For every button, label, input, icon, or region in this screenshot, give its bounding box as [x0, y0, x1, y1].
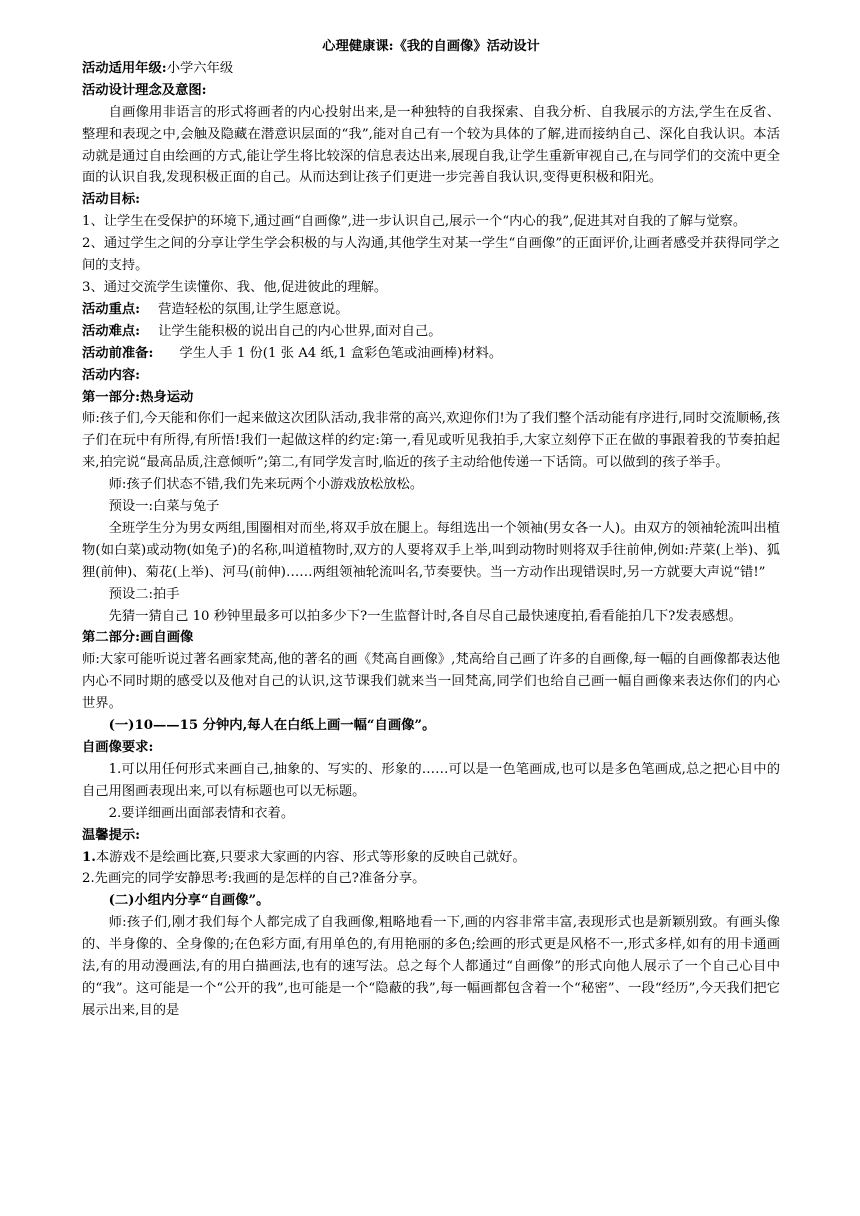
difficulty-value: 让学生能积极的说出自己的内心世界,面对自己。	[158, 323, 442, 339]
step2-title: (二)小组内分享“自画像”。	[108, 893, 270, 909]
difficulty-label: 活动难点:	[82, 323, 141, 339]
tips-heading: 温馨提示:	[82, 827, 141, 843]
goal-item: 3、通过交流学生读懂你、我、他,促进彼此的理解。	[82, 279, 388, 295]
key-point-label: 活动重点:	[82, 301, 141, 317]
prep-value: 学生人手 1 份(1 张 A4 纸,1 盒彩色笔或油画棒)材料。	[179, 345, 503, 361]
tip-item: 2.先画完的同学安静思考:我画的是怎样的自己?准备分享。	[82, 871, 426, 887]
document-title: 心理健康课:《我的自画像》活动设计	[322, 39, 540, 54]
tip-item	[82, 847, 780, 869]
prep-label: 活动前准备:	[82, 345, 154, 361]
part1-heading: 第一部分:热身运动	[82, 389, 194, 405]
tip-number: 1.	[82, 849, 96, 865]
game2-text: 先猜一猜自己 10 秒钟里最多可以拍多少下?一生监督计时,各自尽自己最快速度拍,看看能拍几下?发表感想。	[108, 608, 742, 624]
requirements-heading: 自画像要求:	[82, 740, 154, 755]
step1-title: (一)10——15 分钟内,每人在白纸上画一幅“自画像”。	[108, 718, 436, 734]
requirement-item: 2.要详细画出面部表情和衣着。	[108, 805, 295, 821]
content-heading: 活动内容:	[82, 367, 141, 383]
goals-heading: 活动目标:	[82, 192, 141, 208]
goal-item: 1、让学生在受保护的环境下,通过画“自画像”,进一步认识自己,展示一个“内心的我”,促进其对自我的了解与觉察。	[82, 214, 747, 230]
grade-value: 小学六年级	[166, 60, 234, 76]
grade-line	[82, 58, 780, 80]
difficulty-line	[82, 321, 780, 343]
game2-title: 预设二:拍手	[108, 586, 180, 602]
tip-text: 本游戏不是绘画比赛,只要求大家画的内容、形式等形象的反映自己就好。	[95, 849, 526, 865]
step2-text: 师:孩子们,刚才我们每个人都完成了自我画像,粗略地看一下,画的内容非常丰富,表现形式也是新颖别致。有画头像的、半身像的、全身像的;在色彩方面,有用单色的,有用艳丽的多色;绘画的形式更是风格不一,形式多样,如有的用卡通画法,有的用动漫画法,有的用白描画法,也有的速写法。总之每个人都通过“自画像”的形式向他人展示了一个自己心目中的“我”。这可能是一个“公开的我”,也可能是一个“隐蔽的我”,每一幅画都包含着一个“秘密”、一段“经历”,今天我们把它展示出来,目的是	[82, 915, 780, 1018]
concept-paragraph: 自画像用非语言的形式将画者的内心投射出来,是一种独特的自我探索、自我分析、自我展示的方法,学生在反省、整理和表现之中,会触及隐藏在潜意识层面的“我”,能对自己有一个较为具体的了解,进而接纳自己、深化自我认识。本活动就是通过自由绘画的方式,能让学生将比较深的信息表达出来,展现自我,让学生重新审视自己,在与同学们的交流中更全面的认识自我,发现积极正面的自己。从而达到让孩子们更进一步完善自我认识,变得更积极和阳光。	[82, 104, 780, 186]
part1-teacher-line: 师:孩子们状态不错,我们先来玩两个小游戏放松放松。	[108, 477, 424, 493]
game1-text: 全班学生分为男女两组,围圈相对而坐,将双手放在腿上。每组选出一个领袖(男女各一人)。由双方的领袖轮流叫出植物(如白菜)或动物(如兔子)的名称,叫道植物时,双方的人要将双手上举,叫到动物时则将双手往前伸,例如:芹菜(上举)、狐狸(前伸)、菊花(上举)、河马(前伸)……两组领袖轮流叫名,节奏要快。当一方动作出现错误时,另一方就要大声说“错!”	[82, 520, 780, 580]
key-point-value: 营造轻松的氛围,让学生愿意说。	[158, 301, 349, 317]
part2-heading: 第二部分:画自画像	[82, 630, 194, 646]
key-point-line	[82, 299, 780, 321]
prep-line	[82, 343, 780, 365]
grade-label: 活动适用年级:	[82, 60, 167, 76]
concept-heading: 活动设计理念及意图:	[82, 82, 207, 98]
part2-intro: 师:大家可能听说过著名画家梵高,他的著名的画《梵高自画像》,梵高给自己画了许多的自画像,每一幅的自画像都表达他内心不同时期的感受以及他对自己的认识,这节课我们就来当一回梵高,同学们也给自己画一幅自画像来表达你们的内心世界。	[82, 652, 780, 712]
requirement-item: 1.可以用任何形式来画自己,抽象的、写实的、形象的……可以是一色笔画成,也可以是多色笔画成,总之把心目中的自己用图画表现出来,可以有标题也可以无标题。	[82, 761, 780, 799]
goal-item: 2、通过学生之间的分享让学生学会积极的与人沟通,其他学生对某一学生“自画像”的正面评价,让画者感受并获得同学之间的支持。	[82, 236, 780, 274]
part1-intro: 师:孩子们,今天能和你们一起来做这次团队活动,我非常的高兴,欢迎你们!为了我们整个活动能有序进行,同时交流顺畅,孩子们在玩中有所得,有所悟!我们一起做这样的约定:第一,看见或听见我拍手,大家立刻停下正在做的事跟着我的节奏拍起来,拍完说“最高品质,注意倾听”;第二,有同学发言时,临近的孩子主动给他传递一下话筒。可以做到的孩子举手。	[82, 411, 780, 471]
game1-title: 预设一:白菜与兔子	[108, 499, 220, 515]
